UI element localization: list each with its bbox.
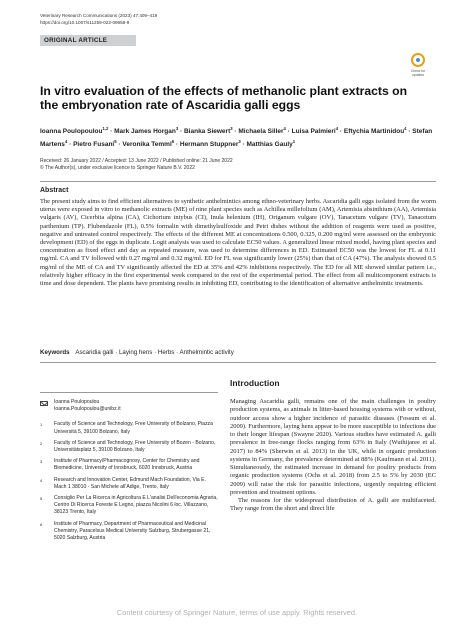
- author-affiliation-ref: 4: [283, 126, 286, 131]
- affiliation-text: Institute of Pharmacy/Pharmacognosy, Center for Chemistry and Biomedicine, University of Innsbruck, 6020 Innsbruck, Austria: [54, 458, 200, 472]
- crossmark-icon: [411, 53, 425, 67]
- author-separator: ·: [338, 128, 344, 136]
- doi-link[interactable]: https://doi.org/10.1007/s11259-022-09958-9: [40, 19, 130, 25]
- author-name-text: Bianka Siewert: [183, 128, 231, 136]
- title-text: In vitro evaluation of the effects of methanolic plant extracts on the embryonation rate of Ascaridia galli eggs: [40, 84, 408, 112]
- affiliation-number: 1: [40, 422, 43, 428]
- introduction-paragraph: The reasons for the widespread distribution of A. galli are multifaceted. They range from the short and direct life: [230, 497, 436, 513]
- affiliation-text: Institute of Pharmacy, Department of Pharmaceutical and Medicinal Chemistry, Paracelsus Medical University Salzburg, Strubergasse 21, 5020 Salzburg, Austria: [54, 520, 211, 542]
- correspondence-name: Ioanna Poulopoulou: [54, 399, 100, 405]
- author-name[interactable]: [292, 128, 338, 135]
- introduction-body: [230, 398, 436, 514]
- affiliation-number: 4: [40, 477, 43, 483]
- article-type-badge: ORIGINAL ARTICLE: [40, 35, 136, 46]
- author-name[interactable]: [180, 141, 241, 148]
- author-name[interactable]: [40, 128, 108, 135]
- author-affiliation-ref: 1: [292, 139, 296, 145]
- author-separator: ·: [108, 128, 115, 136]
- author-name-text: Ioanna Poulopoulou: [40, 128, 103, 136]
- abstract-heading: Abstract: [40, 187, 69, 194]
- affiliation-item: [40, 477, 218, 491]
- author-separator: ·: [178, 128, 184, 136]
- author-separator: ·: [116, 141, 123, 149]
- author-name-text: Matthias Gauly: [246, 141, 293, 149]
- author-name-text: Eftychia Martinidou: [343, 128, 405, 136]
- author-affiliation-ref: 4: [335, 126, 339, 131]
- author-separator: ·: [240, 141, 247, 149]
- affiliation-text: Research and Innovation Center, Edmund Mach Foundation, Via E. Mach 1 38010 - San Michele all'Adige, Trento, Italy: [54, 476, 206, 490]
- author-affiliation-ref: 3: [230, 126, 233, 131]
- affiliation-item: [40, 421, 218, 435]
- author-affiliation-ref: 4: [404, 126, 407, 131]
- keywords-text: Ascaridia galli · Laying hens · Herbs · Anthelmintic activity: [75, 349, 234, 356]
- journal-citation: Veterinary Research Communications (2023) 47:409–419: [40, 13, 158, 18]
- envelope-icon: [40, 401, 48, 406]
- author-affiliation-ref: 6: [171, 139, 175, 145]
- keywords: [40, 349, 234, 356]
- affiliation-item: [40, 458, 218, 472]
- author-name-text: Luisa Palmieri: [291, 128, 336, 136]
- author-name[interactable]: [73, 141, 117, 148]
- dates-line: Received: 26 January 2022 / Accepted: 13 June 2022 / Published online: 21 June 2022: [40, 158, 233, 164]
- affiliation-number: 3: [40, 459, 43, 465]
- author-name-text: Mark James Horgan: [114, 128, 176, 136]
- divider: [40, 181, 436, 182]
- author-name[interactable]: [114, 128, 178, 135]
- publication-dates: [40, 158, 233, 172]
- author-affiliation-ref: 3: [238, 139, 241, 145]
- author-name-text: Michaela Siller: [238, 128, 284, 136]
- affiliation-text: Consiglio Per La Ricerca in Agricoltura E L'analisi Dell'economia Agraria, Centro Di Ricerca Foreste E Legno, piazza Nicolini 6 loc. Villazzano, 38123 Trento, Italy: [54, 495, 218, 516]
- affiliation-number: 6: [40, 521, 43, 527]
- author-name-text: Veronika Temml: [122, 141, 172, 149]
- author-list: [40, 124, 440, 150]
- keywords-label: Keywords: [40, 349, 70, 356]
- correspondence-email[interactable]: Ioanna.Poulopoulou@unibz.it: [54, 406, 121, 413]
- author-affiliation-ref: 5: [114, 139, 117, 145]
- affiliation-list: [40, 421, 218, 542]
- author-name[interactable]: [344, 128, 407, 135]
- author-name-text: Stefan Martens: [40, 128, 433, 149]
- author-info-column: [40, 399, 218, 546]
- affiliation-text: Faculty of Science and Technology, Free University of Bolzano, Piazza Università 5, 39100 Bolzano, Italy: [54, 421, 213, 435]
- author-separator: ·: [406, 128, 413, 136]
- author-affiliation-ref: 4: [64, 139, 68, 145]
- affiliation-item: [40, 495, 218, 517]
- introduction-paragraph: Managing Ascaridia galli, remains one of the main challenges in poultry production systems, as animals in litter-based housing systems with or without, outdoor access show a higher incidence of parasitic diseases (Fossum et al. 2009). Furthermore, laying hens appear to be more susceptible to infections due to their longer lifespan (Swayne 2020). Various studies have estimated A. galli prevalence in free-range flocks ranging from 63% in Italy (Wuthijaree et al. 2017) to 84% (Sherwin et al. 2013) in the UK, while in organic production systems in Germany, the prevalence determined at 88% (Kaufmann et al. 2011). Simultaneously, the estimated increase in demand for poultry products from organic production systems (Ochs et al. 2018) from 2.5 to 5% by 2030 (EC 2009) will raise the risk for parasitic infections, urgently requiring efficient prevention and treatment options.: [230, 398, 436, 496]
- author-name-text: Hermann Stuppner: [179, 141, 239, 149]
- affiliation-number: 5: [40, 496, 43, 502]
- author-separator: ·: [67, 141, 74, 149]
- author-name[interactable]: [122, 141, 174, 148]
- author-affiliation-ref: 1,2: [102, 126, 109, 131]
- divider: [40, 362, 436, 363]
- divider: [40, 392, 218, 393]
- author-separator: ·: [232, 128, 239, 136]
- author-name[interactable]: [247, 141, 296, 148]
- abstract-text: The present study aims to find efficient alternatives to synthetic anthelmintics among ethno-veterinary herbs. Ascaridia galli eggs isolated from the worm uterus were exposed in vitro to methanolic extracts (ME) of nine plant species such as Achillea millefolium (AM), Artemisia absinthium (AA), Artemisia vulgaris (AV), Cicerbita alpina (CA), Cichorium intybus (CI), Inula helenium (IH), Origanum vulgare (OV), Tanacetum vulgare (TV), Tanacetum parthenium (TP). Flubendazole (FL), 0.5% formalin with dimethylsulfoxide and Petri dishes without the addition of reagents were used as positive, negative and untreated control respectively. The effects of the different ME at concentrations 0.500, 0.325, 0.200 mg/ml were assessed on the embryonic development (ED) of the eggs in duplicate. Logit analysis was used to calculate EC50 values. A generalized linear mixed model, having plant species and concentration as fixed effect and day as repeated measure, was used to determine differences in ED. Estimated EC50 was the lowest for FL at 0.11 mg/ml. CA and TV followed with 0.27 mg/ml and 0.32 mg/ml. ED for FL was significantly lower (25%) than that of CA (47%). The analysis showed 0.5 mg/ml of the ME of CA and TV significantly affected the ED at 35% and 42% inhibitions respectively. The ED for all ME showed similar pattern i.e., relatively higher efficacy in the first experimental week compared to the rest of the experimental period. The effect from all multicomponent extracts is time and dose dependent. The plants have promising results in inhibiting ED, contributing to the identification of alternative anthelmintic treatments.: [40, 198, 436, 288]
- introduction-heading: Introduction: [230, 378, 280, 388]
- check-updates-line2: updates: [411, 73, 425, 77]
- check-for-updates-button[interactable]: [404, 53, 432, 77]
- journal-header: [40, 13, 157, 26]
- affiliation-item: [40, 521, 218, 543]
- author-separator: ·: [174, 141, 180, 149]
- author-name[interactable]: [184, 128, 233, 135]
- affiliation-number: 2: [40, 440, 43, 446]
- author-separator: ·: [285, 128, 292, 136]
- copyright-line: © The Author(s), under exclusive licence to Springer Nature B.V. 2022: [40, 165, 195, 172]
- check-updates-line1: Check for: [410, 69, 426, 73]
- author-affiliation-ref: 3: [175, 126, 179, 131]
- affiliation-item: [40, 440, 218, 454]
- correspondence: [40, 399, 218, 413]
- author-name-text: Pietro Fusani: [73, 141, 115, 149]
- introduction-section: [230, 378, 436, 514]
- courtesy-notice: Content courtesy of Springer Nature, terms of use apply. Rights reserved.: [116, 608, 358, 617]
- affiliation-text: Faculty of Science and Technology, Free University of Bozen - Bolzano, Universitätsplatz 5, 39100 Bolzano, Italy: [54, 439, 216, 454]
- author-name[interactable]: [238, 128, 286, 135]
- article-title: [40, 85, 410, 112]
